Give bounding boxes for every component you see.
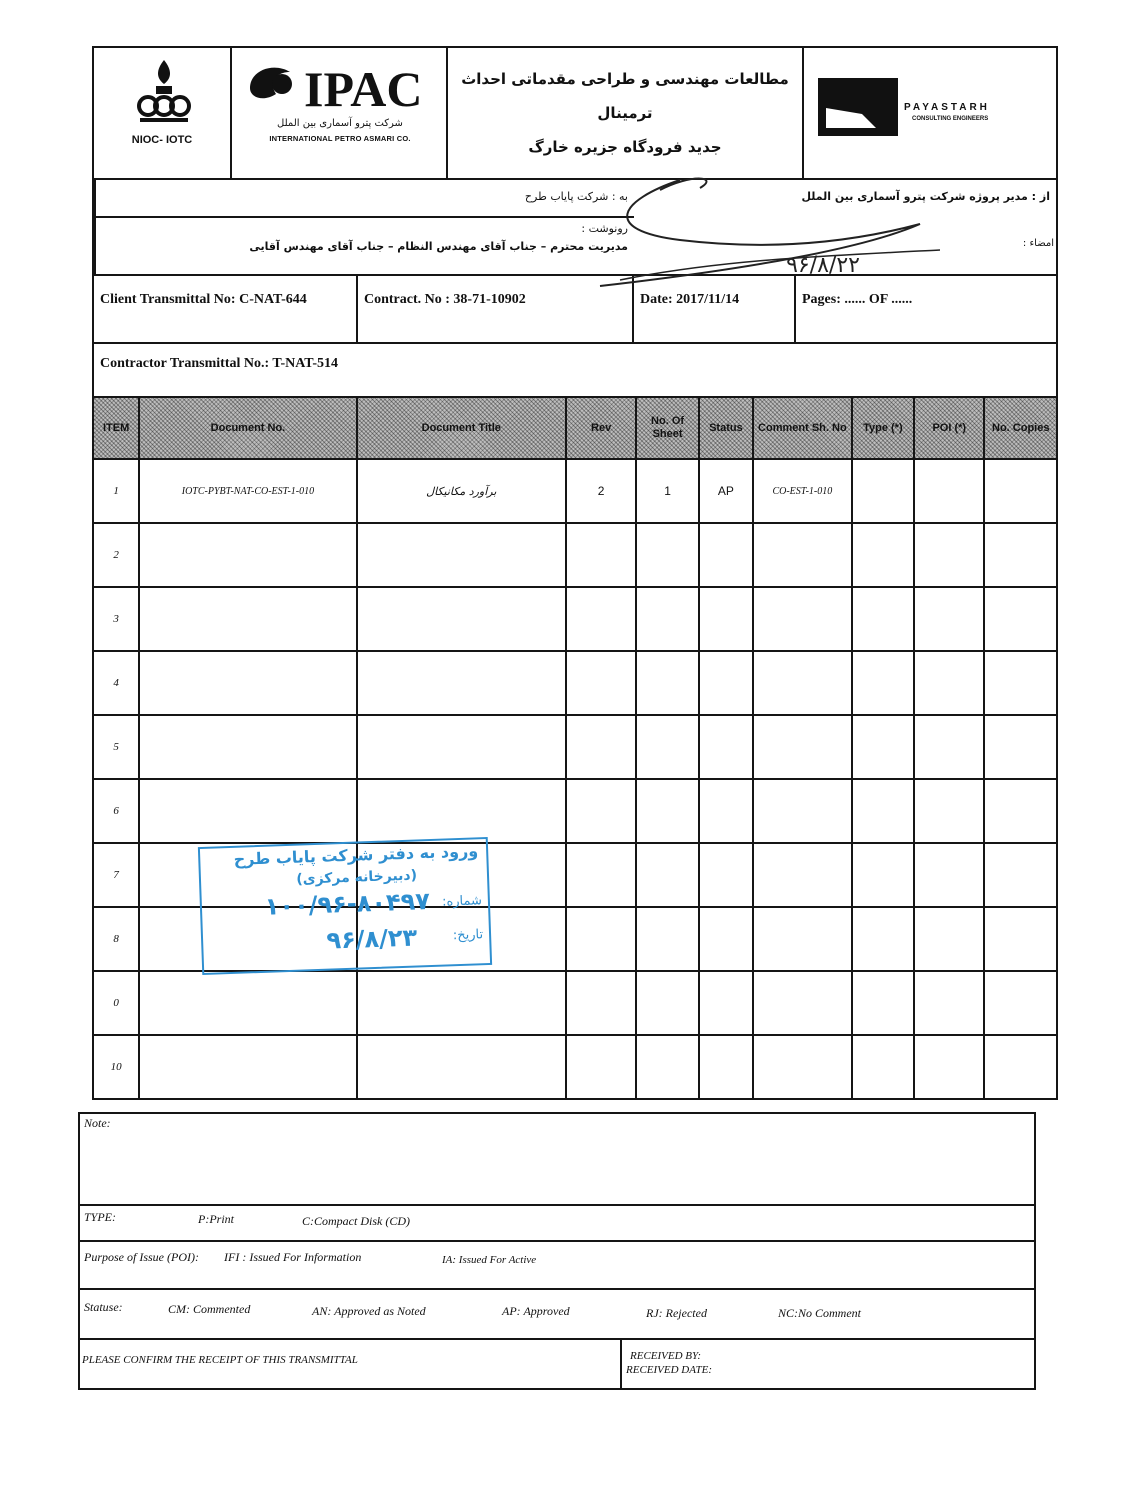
cell-copies <box>984 459 1057 523</box>
cell-comment <box>753 523 852 587</box>
cell-poi <box>914 971 984 1035</box>
signature-label: امضاء : <box>1022 238 1054 249</box>
poi-label: Purpose of Issue (POI): <box>84 1250 199 1264</box>
status-label: Statuse: <box>84 1300 123 1314</box>
cell-sheets <box>636 843 698 907</box>
cell-doc-no <box>139 523 356 587</box>
cell-rev <box>566 843 636 907</box>
project-title-line2: جدید فرودگاه جزیره خارگ <box>528 138 722 156</box>
cell-doc-no <box>139 1035 356 1099</box>
cell-status <box>699 907 753 971</box>
ipac-name-fa: شرکت پترو آسماری بین الملل <box>277 118 403 129</box>
cell-poi <box>914 459 984 523</box>
receipt-stamp <box>198 837 492 975</box>
table-row <box>93 651 1057 715</box>
table-row <box>93 779 1057 843</box>
cc-label: رونوشت : <box>581 222 628 235</box>
cell-poi <box>914 651 984 715</box>
table-row <box>93 1035 1057 1099</box>
cell-status <box>699 651 753 715</box>
stamp-number-label: شماره: <box>441 893 483 910</box>
cell-sheets <box>636 1035 698 1099</box>
table-row <box>93 971 1057 1035</box>
date: Date: 2017/11/14 <box>634 276 796 342</box>
cell-comment: CO-EST-1-010 <box>753 459 852 523</box>
signature-scrawl <box>560 160 980 300</box>
cell-status <box>699 587 753 651</box>
address-right <box>94 180 634 274</box>
cell-comment <box>753 907 852 971</box>
type-row <box>80 1206 1034 1242</box>
cell-comment <box>753 1035 852 1099</box>
table-body <box>93 459 1057 1099</box>
cell-sheets <box>636 907 698 971</box>
cell-poi <box>914 907 984 971</box>
project-title <box>448 48 804 178</box>
cell-title <box>357 715 566 779</box>
cell-copies <box>984 843 1057 907</box>
cell-type <box>852 587 914 651</box>
nioc-logo <box>134 56 194 128</box>
nioc-label: NIOC- IOTC <box>131 134 193 146</box>
cc-value: مدیریت محترم – جناب آقای مهندس النظام – جناب آقای مهندس آقایی <box>249 240 628 253</box>
cell-item: 10 <box>93 1035 139 1099</box>
cell-comment <box>753 843 852 907</box>
table-row <box>93 715 1057 779</box>
client-transmittal: Client Transmittal No: C-NAT-644 <box>94 276 358 342</box>
notes-box <box>78 1112 1036 1390</box>
th-sheets: No. Of Sheet <box>636 397 698 459</box>
cell-type <box>852 523 914 587</box>
payastarh-sub: CONSULTING ENGINEERS <box>912 116 989 122</box>
poi-ifi: IFI : Issued For Information <box>224 1250 362 1264</box>
cell-type <box>852 907 914 971</box>
cell-copies <box>984 587 1057 651</box>
cell-status: AP <box>699 459 753 523</box>
cell-sheets <box>636 651 698 715</box>
cell-doc-no <box>139 651 356 715</box>
confirm-text: PLEASE CONFIRM THE RECEIPT OF THIS TRANSMITTAL <box>82 1354 358 1366</box>
cell-item: 8 <box>93 907 139 971</box>
cell-sheets <box>636 971 698 1035</box>
ipac-cell <box>232 48 448 178</box>
cell-item: 6 <box>93 779 139 843</box>
cell-item: 0 <box>93 971 139 1035</box>
poi-row <box>80 1242 1034 1290</box>
th-comment: Comment Sh. No <box>753 397 852 459</box>
cell-rev <box>566 971 636 1035</box>
th-copies: No. Copies <box>984 397 1057 459</box>
cell-rev <box>566 523 636 587</box>
to-line: به : شرکت پایاب طرح <box>524 190 628 203</box>
stamp-date-value: ۹۶/۸/۲۳ <box>325 923 418 955</box>
cell-doc-no <box>139 971 356 1035</box>
th-item: ITEM <box>93 397 139 459</box>
cell-item: 5 <box>93 715 139 779</box>
cell-copies <box>984 651 1057 715</box>
documents-table <box>92 396 1058 1100</box>
ipac-name-en: INTERNATIONAL PETRO ASMARI CO. <box>269 134 411 143</box>
signature-date: ۹۶/۸/۲۲ <box>786 253 860 278</box>
payastarh-logo <box>818 78 898 136</box>
cell-type <box>852 1035 914 1099</box>
cell-poi <box>914 523 984 587</box>
th-document-no: Document No. <box>139 397 356 459</box>
cell-type <box>852 651 914 715</box>
cell-status <box>699 1035 753 1099</box>
cell-title <box>357 523 566 587</box>
cell-status <box>699 715 753 779</box>
cell-comment <box>753 651 852 715</box>
cell-title <box>357 1035 566 1099</box>
table-header-row <box>93 397 1057 459</box>
th-rev: Rev <box>566 397 636 459</box>
ipac-logo <box>246 58 436 116</box>
cell-comment <box>753 715 852 779</box>
cell-poi <box>914 779 984 843</box>
cell-status <box>699 971 753 1035</box>
cell-item: 4 <box>93 651 139 715</box>
cell-rev <box>566 587 636 651</box>
th-document-title: Document Title <box>357 397 566 459</box>
th-type: Type (*) <box>852 397 914 459</box>
confirm-row <box>80 1340 1034 1388</box>
cell-copies <box>984 715 1057 779</box>
cell-sheets <box>636 523 698 587</box>
cell-rev: 2 <box>566 459 636 523</box>
cell-status <box>699 843 753 907</box>
status-nc: NC:No Comment <box>778 1306 862 1320</box>
status-an: AN: Approved as Noted <box>312 1304 426 1318</box>
cell-copies <box>984 907 1057 971</box>
table-row <box>93 459 1057 523</box>
cell-type <box>852 971 914 1035</box>
contractor-transmittal: Contractor Transmittal No.: T-NAT-514 <box>92 344 1058 396</box>
cell-rev <box>566 651 636 715</box>
cell-comment <box>753 779 852 843</box>
cell-item: 7 <box>93 843 139 907</box>
cell-title <box>357 651 566 715</box>
stamp-date-label: تاریخ: <box>452 927 484 944</box>
note-label: Note: <box>84 1116 111 1130</box>
cell-rev <box>566 1035 636 1099</box>
stamp-line2: (دبیرخانه مرکزی) <box>296 867 418 888</box>
cell-item: 1 <box>93 459 139 523</box>
cell-copies <box>984 1035 1057 1099</box>
cell-poi <box>914 587 984 651</box>
stamp-number-value: ۱۰۰/۹۶-۸۰۴۹۷ <box>264 887 431 921</box>
cell-title <box>357 779 566 843</box>
cell-doc-no <box>139 715 356 779</box>
cell-type <box>852 715 914 779</box>
cell-status <box>699 779 753 843</box>
from-line: از : مدیر پروژه شرکت پترو آسماری بین الملل <box>801 190 1050 203</box>
cell-sheets: 1 <box>636 459 698 523</box>
cell-poi <box>914 1035 984 1099</box>
cell-sheets <box>636 587 698 651</box>
table-row <box>93 587 1057 651</box>
status-cm: CM: Commented <box>168 1302 251 1316</box>
cell-comment <box>753 971 852 1035</box>
table-row <box>93 523 1057 587</box>
cell-copies <box>984 779 1057 843</box>
ipac-logo-text: IPAC <box>304 61 423 116</box>
cell-doc-no <box>139 779 356 843</box>
cell-poi <box>914 715 984 779</box>
th-poi: POI (*) <box>914 397 984 459</box>
pages: Pages: ...... OF ...... <box>802 292 913 307</box>
cell-rev <box>566 907 636 971</box>
status-row <box>80 1290 1034 1340</box>
cell-title <box>357 971 566 1035</box>
cell-type <box>852 843 914 907</box>
cell-item: 3 <box>93 587 139 651</box>
th-status: Status <box>699 397 753 459</box>
cell-comment <box>753 587 852 651</box>
type-cd: C:Compact Disk (CD) <box>302 1214 410 1228</box>
cell-rev <box>566 715 636 779</box>
cell-status <box>699 523 753 587</box>
project-title-line1: مطالعات مهندسی و طراحی مقدماتی احداث ترمینال <box>461 70 789 122</box>
cell-doc-no <box>139 587 356 651</box>
cell-sheets <box>636 715 698 779</box>
note-row <box>80 1114 1034 1206</box>
payastarh-cell <box>804 48 1056 178</box>
poi-ia: IA: Issued For Active <box>442 1254 537 1266</box>
cell-type <box>852 459 914 523</box>
received-by: RECEIVED BY: <box>630 1350 702 1362</box>
cell-copies <box>984 523 1057 587</box>
received-date: RECEIVED DATE: <box>626 1364 713 1376</box>
status-rj: RJ: Rejected <box>646 1306 707 1320</box>
cell-poi <box>914 843 984 907</box>
cell-copies <box>984 971 1057 1035</box>
type-print: P:Print <box>198 1212 234 1226</box>
cell-sheets <box>636 779 698 843</box>
cell-item: 2 <box>93 523 139 587</box>
contract-no: Contract. No : 38-71-10902 <box>358 276 634 342</box>
cell-doc-no: IOTC-PYBT-NAT-CO-EST-1-010 <box>139 459 356 523</box>
status-ap: AP: Approved <box>502 1304 570 1318</box>
nioc-cell <box>94 48 232 178</box>
cell-title <box>357 587 566 651</box>
payastarh-name: PAYASTARH <box>904 102 990 113</box>
stamp-line1: ورود به دفتر شرکت پایاب طرح <box>233 841 479 869</box>
type-label: TYPE: <box>84 1210 117 1224</box>
cell-rev <box>566 779 636 843</box>
cell-title: برآورد مکانیکال <box>357 459 566 523</box>
cell-type <box>852 779 914 843</box>
